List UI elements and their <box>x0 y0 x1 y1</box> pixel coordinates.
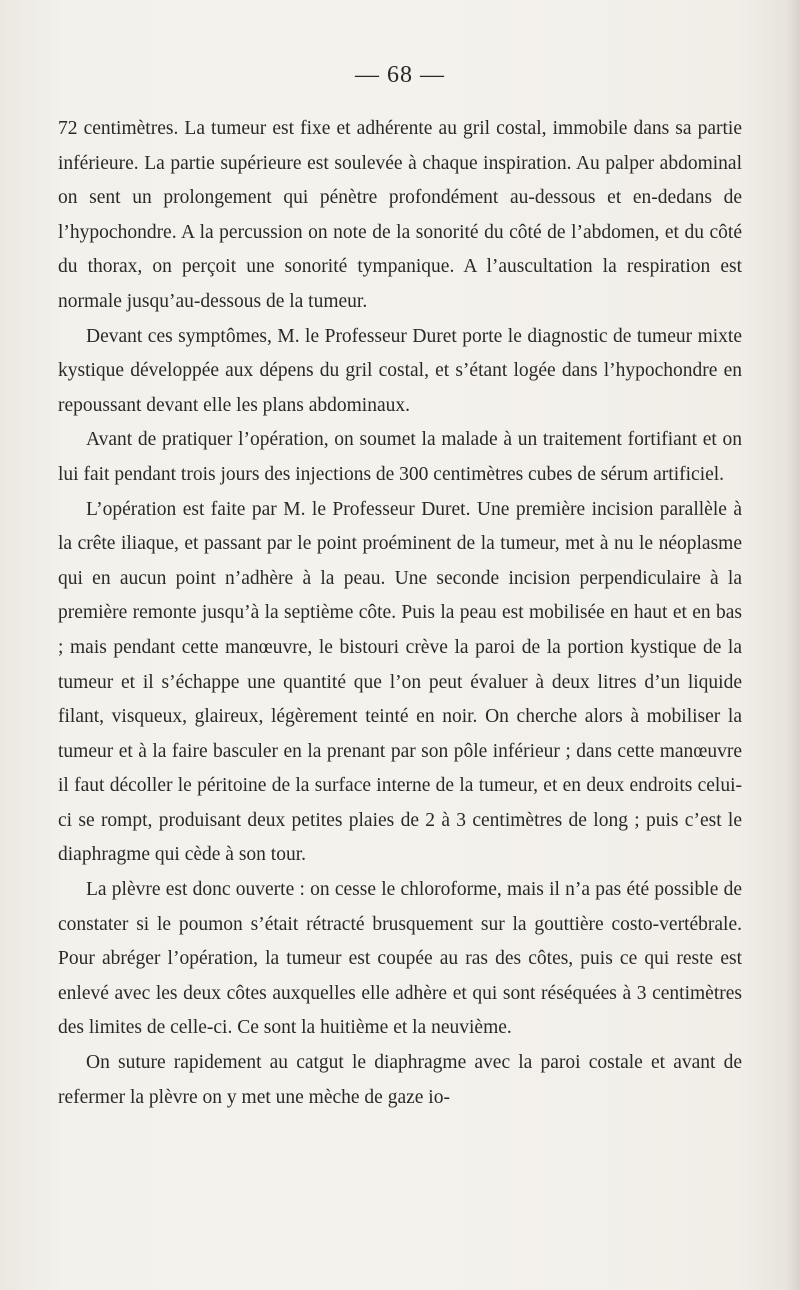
paragraph-pleura: La plèvre est donc ouverte : on cesse le chloroforme, mais il n’a pas été possible de constater si le poumon s’était rétracté brusquement sur la gouttière costo-vertébrale. Pour abréger l’opération, la tumeur est coupée au ras des côtes, puis ce qui reste est enlevé avec les deux côtes auxquelles elle adhère et qui sont réséquées à 3 centimètres des limites de celle-ci. Ce sont la huitième et la neuvième. <box>58 879 742 1039</box>
body-text <box>58 112 742 1115</box>
page-number: — 68 — <box>355 62 445 88</box>
paragraph-operation: L’opération est faite par M. le Professeur Duret. Une première incision parallèle à la crête iliaque, et passant par le point proéminent de la tumeur, met à nu le néoplasme qui en aucun point n’adhère à la peau. Une seconde incision perpendiculaire à la première remonte jusqu’à la septième côte. Puis la peau est mobilisée en haut et en bas ; mais pendant cette manœuvre, le bistouri crève la paroi de la portion kystique de la tumeur et il s’échappe une quantité que l’on peut évaluer à deux litres d’un liquide filant, visqueux, glaireux, légèrement teinté en noir. On cherche alors à mobiliser la tumeur et à la faire basculer en la prenant par son pôle inférieur ; dans cette manœuvre il faut décoller le péritoine de la surface interne de la tumeur, et en deux endroits celui-ci se rompt, produisant deux petites plaies de 2 à 3 centimètres de long ; puis c’est le diaphragme qui cède à son tour. <box>58 498 742 866</box>
paragraph-suture: On suture rapidement au catgut le diaphragme avec la paroi costale et avant de refermer la plèvre on y met une mèche de gaze io- <box>58 1052 742 1108</box>
paragraph-diagnosis: Devant ces symptômes, M. le Professeur Duret porte le diagnostic de tumeur mixte kystique développée aux dépens du gril costal, et s’étant logée dans l’hypochondre en repoussant devant elle les plans abdominaux. <box>58 325 742 416</box>
page-edge-shadow <box>786 0 800 1290</box>
paragraph-continued: 72 centimètres. La tumeur est fixe et adhérente au gril costal, immobile dans sa partie inférieure. La partie supérieure est soulevée à chaque inspiration. Au palper abdominal on sent un prolongement qui pénètre profondément au-dessous et en-dedans de l’hypochondre. A la percussion on note de la sonorité du côté de l’abdomen, et du côté du thorax, on perçoit une sonorité tympanique. A l’auscultation la respiration est normale jusqu’au-dessous de la tumeur. <box>58 118 742 312</box>
paragraph-treatment: Avant de pratiquer l’opération, on soumet la malade à un traitement fortifiant et on lui fait pendant trois jours des injections de 300 centimètres cubes de sérum artificiel. <box>58 429 742 485</box>
